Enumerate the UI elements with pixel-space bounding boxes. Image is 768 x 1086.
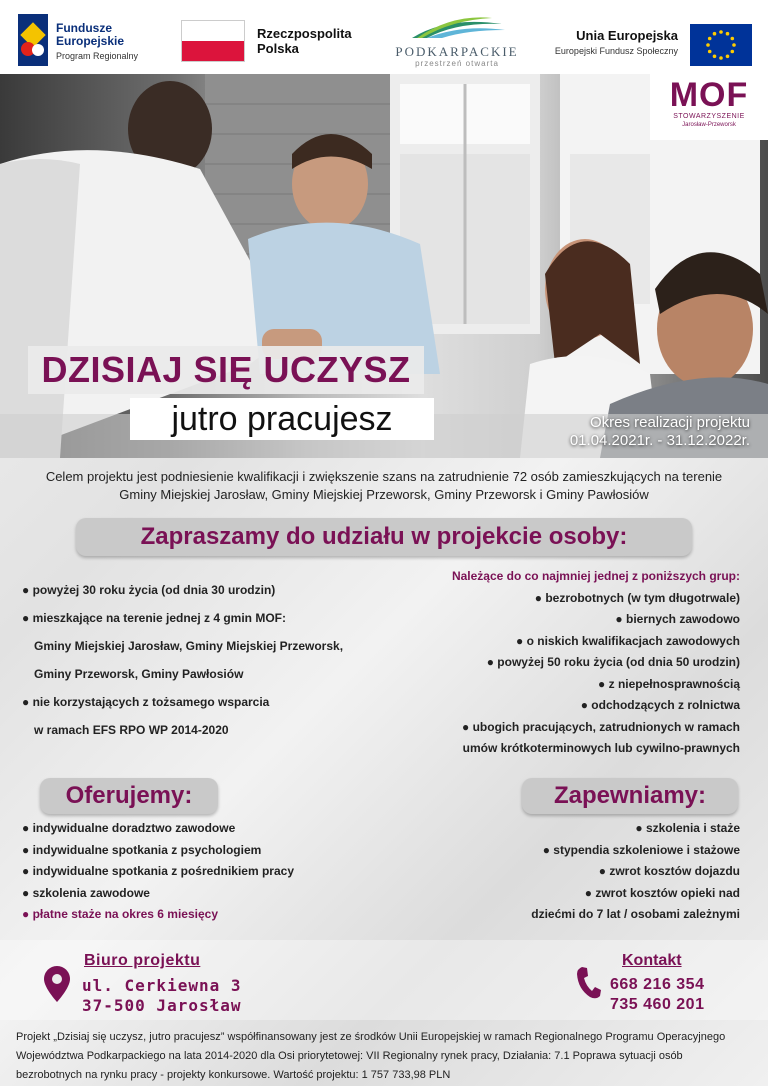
offer-list — [22, 818, 382, 926]
offer-item: ● szkolenia zawodowe — [22, 885, 150, 900]
contact-phone-2[interactable]: 735 460 201 — [610, 996, 705, 1013]
invite-heading: Zapraszamy do udziału w projekcie osoby: — [76, 518, 692, 556]
eu-star-icon — [713, 55, 717, 59]
requirement-item: w ramach EFS RPO WP 2014-2020 — [34, 723, 229, 737]
requirement-item: Gminy Przeworsk, Gminy Pawłosiów — [34, 667, 244, 681]
project-intro — [14, 468, 754, 504]
rp-line2: Polska — [257, 41, 299, 56]
offer-item: ● indywidualne spotkania z pośrednikiem pracy — [22, 864, 294, 878]
fe-line2: Europejskie — [56, 34, 125, 48]
logo-strip — [0, 0, 768, 74]
requirements-right — [400, 566, 740, 760]
eu-star-icon — [731, 50, 735, 54]
mof-logo — [650, 74, 768, 140]
provide-heading: Zapewniamy: — [522, 778, 738, 814]
requirement-item: ● nie korzystających z tożsamego wsparcia — [22, 695, 270, 709]
mof-logo-sub1: STOWARZYSZENIE — [673, 113, 745, 120]
phone-icon — [576, 966, 602, 1000]
requirements-right-header: Należące do co najmniej jednej z poniższych grup: — [451, 569, 740, 583]
pk-name: PODKARPACKIE — [395, 44, 519, 59]
eu-star-icon — [726, 55, 730, 59]
eu-star-icon — [719, 30, 723, 34]
period-label: Okres realizacji projektu — [589, 414, 750, 431]
mof-logo-sub2: Jarosław-Przeworsk — [682, 122, 736, 128]
fe-line1: Fundusze — [56, 21, 112, 35]
ue-sub: Europejski Fundusz Społeczny — [554, 46, 678, 56]
fundusze-europejskie-logo — [18, 14, 168, 66]
mof-logo-text: MOF — [669, 76, 749, 114]
unia-europejska-logo — [540, 28, 678, 56]
ue-title: Unia Europejska — [576, 28, 678, 43]
provide-item: ● zwrot kosztów dojazdu — [598, 864, 740, 878]
office-city: 37-500 Jarosław — [82, 996, 242, 1015]
location-pin-icon — [44, 966, 70, 1002]
funding-footer — [16, 1028, 754, 1085]
requirement-item: Gminy Miejskiej Jarosław, Gminy Miejskiej Przeworsk, — [34, 639, 344, 653]
project-period — [538, 414, 750, 450]
fe-line3: Program Regionalny — [56, 51, 139, 61]
requirement-group-item: ● biernych zawodowo — [615, 612, 740, 626]
contact-title: Kontakt — [622, 952, 682, 969]
provide-item: ● zwrot kosztów opieki nad — [584, 885, 740, 900]
contact-phone-1[interactable]: 668 216 354 — [610, 976, 705, 993]
offer-item-highlight: ● płatne staże na okres 6 miesięcy — [22, 907, 219, 921]
eu-flag-icon — [690, 24, 752, 66]
eu-star-icon — [708, 37, 712, 41]
eu-star-icon — [719, 56, 723, 60]
eu-star-icon — [732, 43, 736, 47]
podkarpackie-logo — [392, 14, 522, 66]
requirement-group-item: umów krótkoterminowych lub cywilno-prawnych — [462, 741, 740, 755]
footer-line2: Województwa Podkarpackiego na lata 2014-2020 dla Osi priorytetowej: VII Regionalny rynek pracy, Działania: 7.1 Poprawa sytuacji osób — [16, 1050, 683, 1062]
offer-item: ● indywidualne doradztwo zawodowe — [22, 821, 236, 835]
eu-star-icon — [713, 32, 717, 36]
requirement-group-item: ● ubogich pracujących, zatrudnionych w ramach — [462, 719, 740, 734]
eu-star-icon — [706, 43, 710, 47]
polish-flag-icon — [181, 20, 245, 62]
headline-line2: jutro pracujesz — [130, 398, 434, 440]
requirement-group-item: ● powyżej 50 roku życia (od dnia 50 urodzin) — [486, 655, 740, 669]
offer-item: ● indywidualne spotkania z psychologiem — [22, 842, 262, 857]
footer-line3: bezrobotnych na rynku pracy - projekty konkursowe. Wartość projektu: 1 757 733,98 PLN — [16, 1069, 451, 1081]
requirements-left — [22, 576, 382, 744]
eu-star-icon — [731, 37, 735, 41]
provide-list — [420, 818, 740, 926]
requirement-group-item: ● z niepełnosprawnością — [598, 676, 740, 691]
provide-item: ● szkolenia i staże — [635, 821, 740, 835]
rzeczpospolita-logo — [257, 26, 352, 56]
requirement-group-item: ● o niskich kwalifikacjach zawodowych — [516, 633, 740, 648]
office-street: ul. Cerkiewna 3 — [82, 976, 242, 995]
pk-sub: przestrzeń otwarta — [415, 59, 499, 68]
rp-line1: Rzeczpospolita — [257, 26, 352, 41]
requirement-group-item: ● bezrobotnych (w tym długotrwale) — [534, 590, 740, 605]
requirement-item: ● mieszkające na terenie jednej z 4 gmin MOF: — [22, 611, 286, 625]
eu-star-icon — [726, 32, 730, 36]
offer-heading: Oferujemy: — [40, 778, 218, 814]
intro-line1: Celem projektu jest podniesienie kwalifikacji i zwiększenie szans na zatrudnienie 72 osób zamieszkujących na terenie — [45, 469, 723, 484]
requirement-group-item: ● odchodzących z rolnictwa — [580, 698, 740, 712]
provide-item: dziećmi do 7 lat / osobami zależnymi — [531, 907, 740, 921]
eu-star-icon — [708, 50, 712, 54]
requirement-item: ● powyżej 30 roku życia (od dnia 30 urodzin) — [22, 583, 276, 597]
fe-mark-icon — [18, 14, 48, 66]
headline-line1: DZISIAJ SIĘ UCZYSZ — [28, 346, 424, 394]
intro-line2: Gminy Miejskiej Jarosław, Gminy Miejskiej Przeworsk, Gminy Przeworsk i Gminy Pawłosiów — [119, 487, 649, 502]
provide-item: ● stypendia szkoleniowe i stażowe — [542, 842, 740, 857]
office-title: Biuro projektu — [84, 952, 201, 969]
period-dates: 01.04.2021r. - 31.12.2022r. — [569, 432, 750, 449]
footer-line1: Projekt „Dzisiaj się uczysz, jutro pracujesz” współfinansowany jest ze środków Unii Europejskiej w ramach Regionalnego Programu Operacyjnego — [16, 1031, 726, 1043]
podkarpackie-swoosh-icon — [407, 14, 507, 40]
